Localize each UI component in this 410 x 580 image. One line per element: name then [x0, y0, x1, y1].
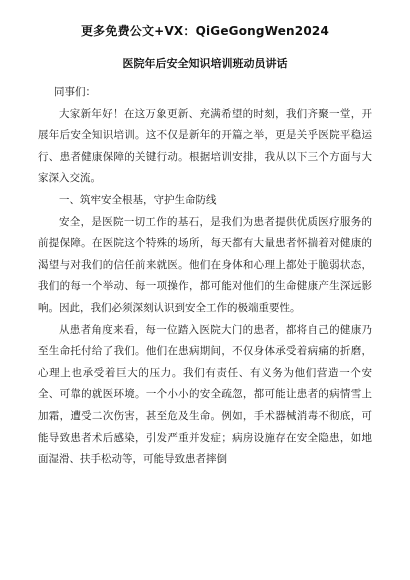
section-heading: 一、筑牢安全根基，守护生命防线 [59, 193, 217, 206]
paragraph-intro: 大家新年好！在这万象更新、充满希望的时刻，我们齐聚一堂，开展年后安全知识培训。这不仅是新年的开篇之举，更是关乎医院平稳运行、患者健康保障的关键行动。根据培训安排，我从以下三个方面与大家深入交流。 [38, 107, 372, 185]
paragraph-safety: 安全，是医院一切工作的基石，是我们为患者提供优质医疗服务的前提保障。在医院这个特殊的场所，每天都有大量患者怀揣着对健康的渴望与对我们的信任前来就医。他们在身体和心理上都处于脆弱状态，我们的每一个举动、每一项操作，都可能对他们的生命健康产生深远影响。因此，我们必须深刻认识到安全工作的极端重要性。 [38, 215, 372, 314]
salutation: 同事们： [54, 86, 96, 98]
document-title: 医院年后安全知识培训班动员讲话 [122, 57, 288, 70]
paragraph-patient: 从患者角度来看，每一位踏入医院大门的患者，都将自己的健康乃至生命托付给了我们。他们在患病期间，不仅身体承受着病痛的折磨，心理上也承受着巨大的压力。我们有责任、有义务为他们营造一个安全、可靠的就医环境。一个小小的安全疏忽，都可能让患者的病情雪上加霜，遭受二次伤害，甚至危及生命。例如，手术器械消毒不彻底，可能导致患者术后感染，引发严重并发症；病房设施存在安全隐患，如地面湿滑、扶手松动等，可能导致患者摔倒 [38, 323, 372, 466]
header-watermark-text: 更多免费公文+VX：QiGeGongWen2024 [80, 24, 329, 38]
